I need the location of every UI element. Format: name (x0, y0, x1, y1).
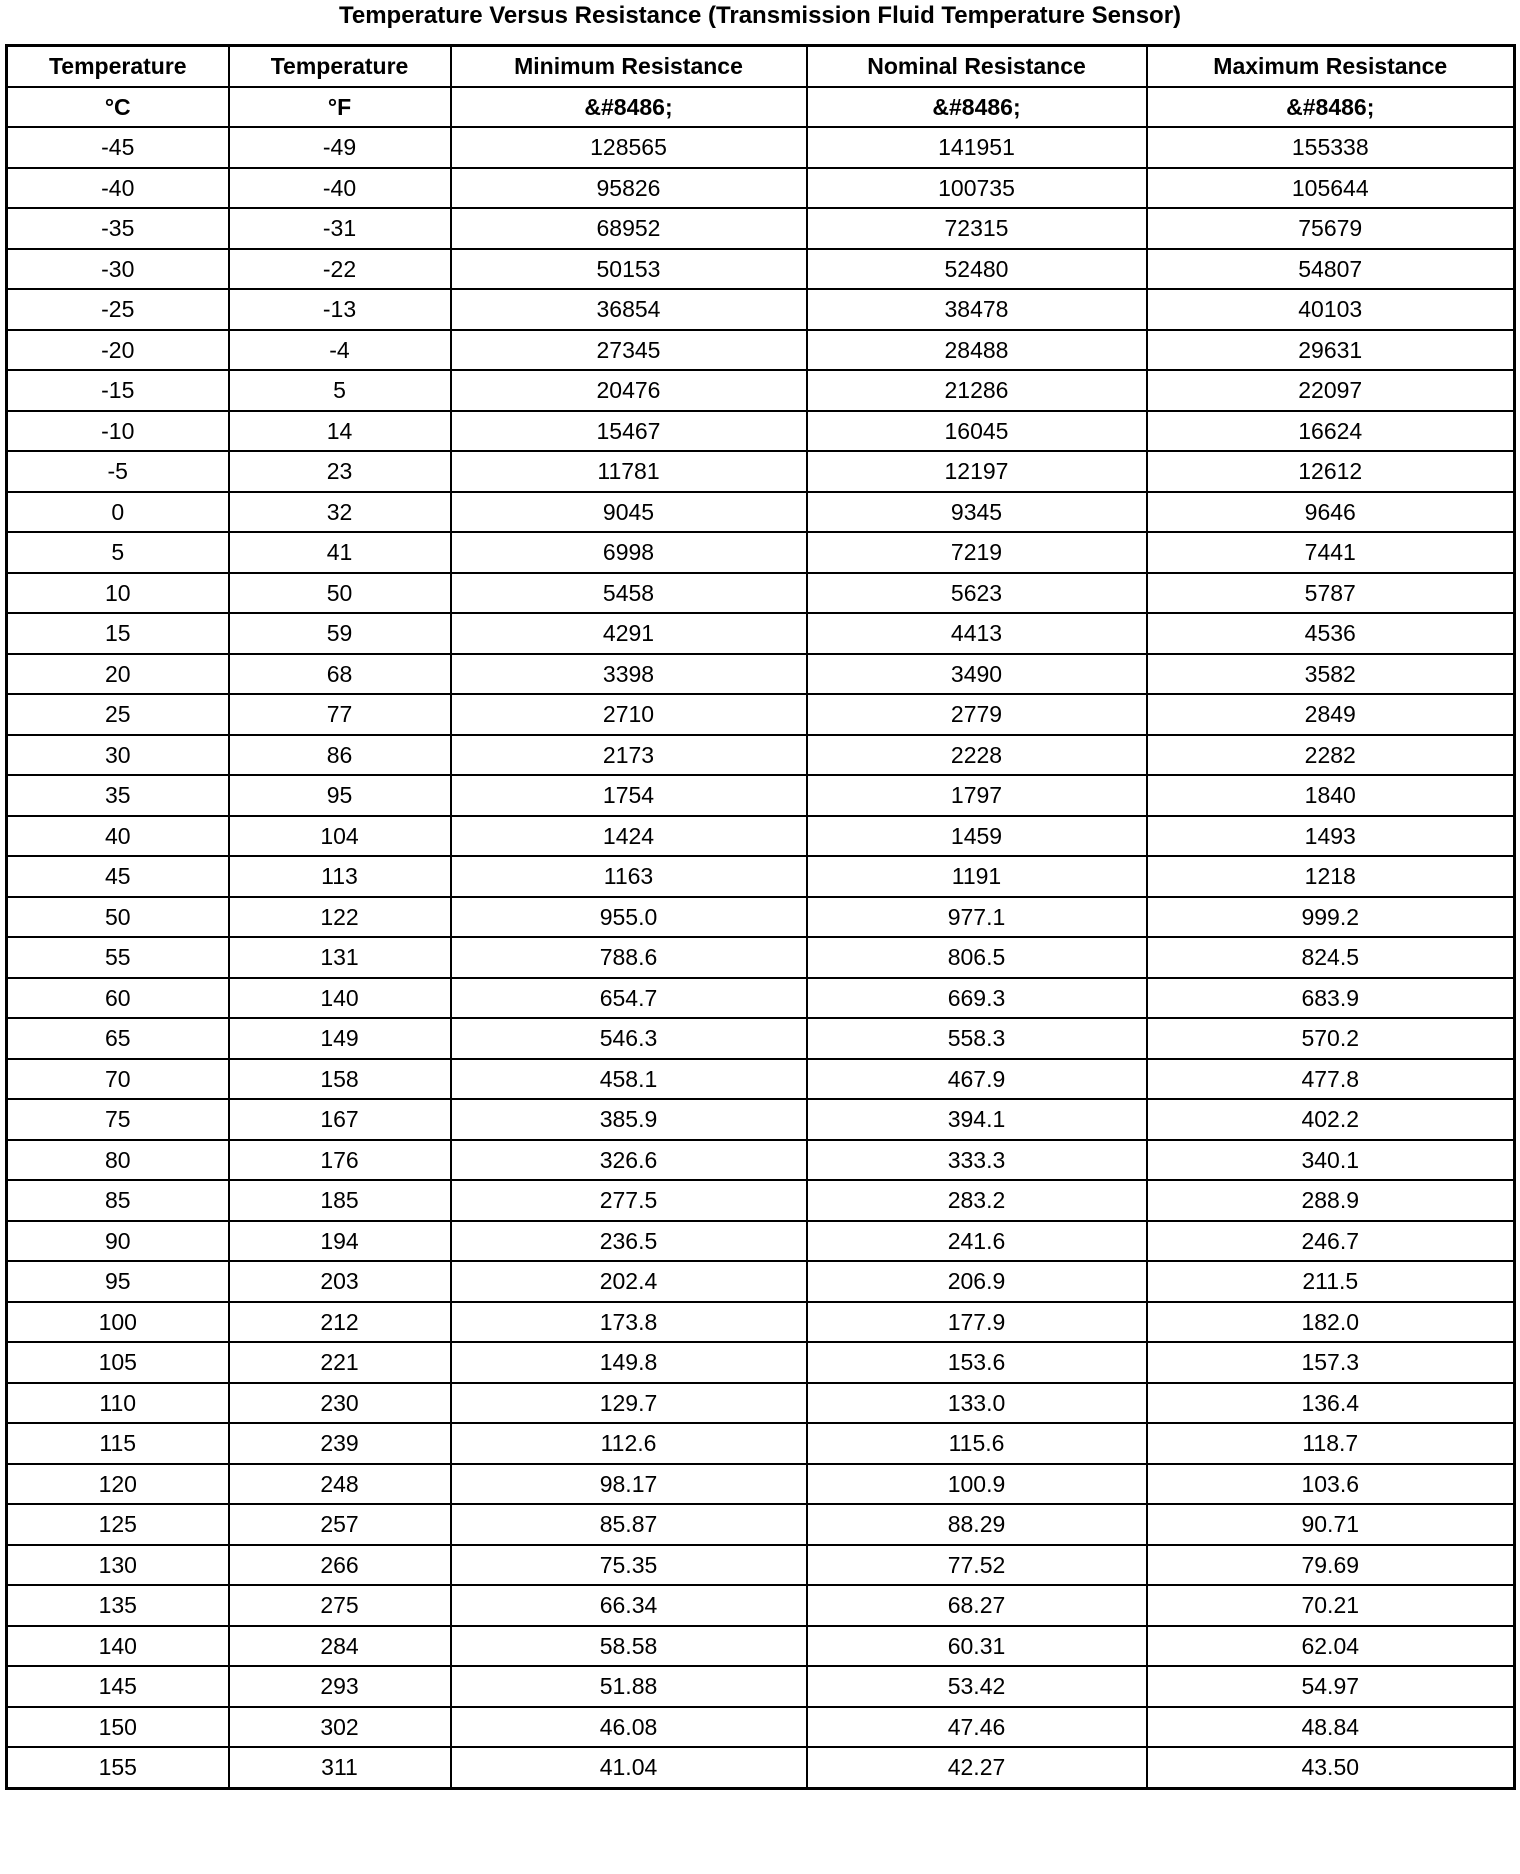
unit-fahrenheit: °F (229, 87, 451, 128)
cell-min-resistance: 75.35 (451, 1545, 807, 1586)
cell-max-resistance: 999.2 (1147, 897, 1515, 938)
cell-nominal-resistance: 206.9 (807, 1261, 1147, 1302)
cell-min-resistance: 5458 (451, 573, 807, 614)
cell-max-resistance: 54807 (1147, 249, 1515, 290)
cell-nominal-resistance: 16045 (807, 411, 1147, 452)
cell-temp-c: 75 (7, 1099, 229, 1140)
cell-min-resistance: 98.17 (451, 1464, 807, 1505)
cell-temp-c: -20 (7, 330, 229, 371)
cell-min-resistance: 36854 (451, 289, 807, 330)
table-row (7, 1626, 1515, 1667)
cell-max-resistance: 246.7 (1147, 1221, 1515, 1262)
cell-temp-f: -31 (229, 208, 451, 249)
cell-nominal-resistance: 141951 (807, 127, 1147, 168)
cell-min-resistance: 20476 (451, 370, 807, 411)
table-row (7, 613, 1515, 654)
cell-max-resistance: 5787 (1147, 573, 1515, 614)
cell-nominal-resistance: 72315 (807, 208, 1147, 249)
table-row (7, 1099, 1515, 1140)
cell-temp-c: 155 (7, 1747, 229, 1788)
table-row (7, 573, 1515, 614)
cell-max-resistance: 824.5 (1147, 937, 1515, 978)
cell-max-resistance: 2282 (1147, 735, 1515, 776)
cell-temp-f: 194 (229, 1221, 451, 1262)
header-nominal-resistance: Nominal Resistance (807, 46, 1147, 87)
table-row (7, 694, 1515, 735)
cell-temp-f: 248 (229, 1464, 451, 1505)
cell-max-resistance: 105644 (1147, 168, 1515, 209)
cell-temp-f: 86 (229, 735, 451, 776)
cell-min-resistance: 9045 (451, 492, 807, 533)
cell-nominal-resistance: 669.3 (807, 978, 1147, 1019)
cell-max-resistance: 288.9 (1147, 1180, 1515, 1221)
cell-temp-c: 65 (7, 1018, 229, 1059)
table-row (7, 1180, 1515, 1221)
cell-temp-f: 257 (229, 1504, 451, 1545)
cell-max-resistance: 62.04 (1147, 1626, 1515, 1667)
cell-max-resistance: 3582 (1147, 654, 1515, 695)
cell-max-resistance: 103.6 (1147, 1464, 1515, 1505)
table-row (7, 1302, 1515, 1343)
units-row (7, 87, 1515, 128)
table-row (7, 1545, 1515, 1586)
cell-min-resistance: 66.34 (451, 1585, 807, 1626)
cell-nominal-resistance: 558.3 (807, 1018, 1147, 1059)
cell-nominal-resistance: 1459 (807, 816, 1147, 857)
table-row (7, 654, 1515, 695)
cell-max-resistance: 29631 (1147, 330, 1515, 371)
cell-max-resistance: 477.8 (1147, 1059, 1515, 1100)
cell-temp-f: 167 (229, 1099, 451, 1140)
unit-max-ohm: &#8486; (1147, 87, 1515, 128)
cell-nominal-resistance: 1797 (807, 775, 1147, 816)
cell-nominal-resistance: 28488 (807, 330, 1147, 371)
cell-temp-c: 130 (7, 1545, 229, 1586)
table-row (7, 1140, 1515, 1181)
cell-temp-f: 158 (229, 1059, 451, 1100)
cell-min-resistance: 68952 (451, 208, 807, 249)
cell-temp-c: 110 (7, 1383, 229, 1424)
cell-nominal-resistance: 21286 (807, 370, 1147, 411)
table-row (7, 1504, 1515, 1545)
cell-nominal-resistance: 53.42 (807, 1666, 1147, 1707)
cell-min-resistance: 955.0 (451, 897, 807, 938)
cell-min-resistance: 11781 (451, 451, 807, 492)
unit-min-ohm: &#8486; (451, 87, 807, 128)
cell-nominal-resistance: 68.27 (807, 1585, 1147, 1626)
cell-min-resistance: 788.6 (451, 937, 807, 978)
table-row (7, 208, 1515, 249)
table-row (7, 856, 1515, 897)
cell-temp-c: 20 (7, 654, 229, 695)
cell-max-resistance: 4536 (1147, 613, 1515, 654)
table-row (7, 1261, 1515, 1302)
cell-nominal-resistance: 241.6 (807, 1221, 1147, 1262)
cell-temp-f: 239 (229, 1423, 451, 1464)
cell-max-resistance: 118.7 (1147, 1423, 1515, 1464)
cell-temp-c: 45 (7, 856, 229, 897)
cell-temp-f: 77 (229, 694, 451, 735)
table-row (7, 492, 1515, 533)
table-row (7, 532, 1515, 573)
cell-temp-f: 32 (229, 492, 451, 533)
cell-temp-f: -49 (229, 127, 451, 168)
table-row (7, 1018, 1515, 1059)
cell-min-resistance: 27345 (451, 330, 807, 371)
table-row (7, 370, 1515, 411)
header-temp-c: Temperature (7, 46, 229, 87)
cell-max-resistance: 70.21 (1147, 1585, 1515, 1626)
cell-temp-f: 131 (229, 937, 451, 978)
cell-max-resistance: 1840 (1147, 775, 1515, 816)
cell-max-resistance: 7441 (1147, 532, 1515, 573)
cell-temp-f: 275 (229, 1585, 451, 1626)
cell-temp-f: 203 (229, 1261, 451, 1302)
cell-nominal-resistance: 333.3 (807, 1140, 1147, 1181)
cell-nominal-resistance: 7219 (807, 532, 1147, 573)
cell-temp-c: 100 (7, 1302, 229, 1343)
cell-temp-f: 23 (229, 451, 451, 492)
table-row (7, 1464, 1515, 1505)
table-row (7, 816, 1515, 857)
cell-max-resistance: 2849 (1147, 694, 1515, 735)
table-body (7, 127, 1515, 1788)
cell-min-resistance: 149.8 (451, 1342, 807, 1383)
cell-nominal-resistance: 47.46 (807, 1707, 1147, 1748)
cell-max-resistance: 43.50 (1147, 1747, 1515, 1788)
cell-temp-f: 122 (229, 897, 451, 938)
cell-temp-c: 5 (7, 532, 229, 573)
table-row (7, 1383, 1515, 1424)
cell-temp-c: 140 (7, 1626, 229, 1667)
cell-temp-c: 40 (7, 816, 229, 857)
cell-min-resistance: 85.87 (451, 1504, 807, 1545)
cell-max-resistance: 402.2 (1147, 1099, 1515, 1140)
cell-nominal-resistance: 806.5 (807, 937, 1147, 978)
cell-max-resistance: 48.84 (1147, 1707, 1515, 1748)
cell-min-resistance: 129.7 (451, 1383, 807, 1424)
cell-min-resistance: 46.08 (451, 1707, 807, 1748)
table-row (7, 1059, 1515, 1100)
cell-nominal-resistance: 42.27 (807, 1747, 1147, 1788)
cell-min-resistance: 112.6 (451, 1423, 807, 1464)
table-row (7, 289, 1515, 330)
cell-temp-f: 221 (229, 1342, 451, 1383)
cell-temp-c: -30 (7, 249, 229, 290)
cell-temp-c: 70 (7, 1059, 229, 1100)
cell-temp-f: 176 (229, 1140, 451, 1181)
cell-temp-f: -4 (229, 330, 451, 371)
table-row (7, 978, 1515, 1019)
cell-min-resistance: 1754 (451, 775, 807, 816)
cell-temp-c: 120 (7, 1464, 229, 1505)
cell-min-resistance: 50153 (451, 249, 807, 290)
cell-temp-f: 311 (229, 1747, 451, 1788)
resistance-table (5, 44, 1516, 1790)
cell-temp-c: -15 (7, 370, 229, 411)
cell-max-resistance: 12612 (1147, 451, 1515, 492)
cell-temp-c: -5 (7, 451, 229, 492)
cell-max-resistance: 79.69 (1147, 1545, 1515, 1586)
cell-min-resistance: 58.58 (451, 1626, 807, 1667)
cell-temp-c: 115 (7, 1423, 229, 1464)
cell-min-resistance: 128565 (451, 127, 807, 168)
cell-max-resistance: 54.97 (1147, 1666, 1515, 1707)
unit-celsius: °C (7, 87, 229, 128)
cell-min-resistance: 326.6 (451, 1140, 807, 1181)
cell-min-resistance: 4291 (451, 613, 807, 654)
cell-temp-f: 113 (229, 856, 451, 897)
cell-temp-c: 95 (7, 1261, 229, 1302)
cell-nominal-resistance: 38478 (807, 289, 1147, 330)
unit-nominal-ohm: &#8486; (807, 87, 1147, 128)
cell-temp-f: 14 (229, 411, 451, 452)
cell-temp-c: -25 (7, 289, 229, 330)
cell-temp-f: 293 (229, 1666, 451, 1707)
cell-min-resistance: 2173 (451, 735, 807, 776)
cell-temp-c: 90 (7, 1221, 229, 1262)
cell-temp-f: 5 (229, 370, 451, 411)
cell-nominal-resistance: 1191 (807, 856, 1147, 897)
cell-min-resistance: 385.9 (451, 1099, 807, 1140)
cell-temp-c: -45 (7, 127, 229, 168)
cell-max-resistance: 211.5 (1147, 1261, 1515, 1302)
cell-min-resistance: 2710 (451, 694, 807, 735)
table-row (7, 897, 1515, 938)
cell-max-resistance: 22097 (1147, 370, 1515, 411)
header-temp-f: Temperature (229, 46, 451, 87)
cell-temp-f: 230 (229, 1383, 451, 1424)
cell-max-resistance: 9646 (1147, 492, 1515, 533)
cell-nominal-resistance: 133.0 (807, 1383, 1147, 1424)
table-row (7, 937, 1515, 978)
cell-min-resistance: 173.8 (451, 1302, 807, 1343)
cell-temp-c: 25 (7, 694, 229, 735)
header-min-resistance: Minimum Resistance (451, 46, 807, 87)
cell-max-resistance: 136.4 (1147, 1383, 1515, 1424)
cell-temp-c: 145 (7, 1666, 229, 1707)
cell-nominal-resistance: 3490 (807, 654, 1147, 695)
cell-max-resistance: 40103 (1147, 289, 1515, 330)
table-row (7, 1423, 1515, 1464)
cell-temp-c: 30 (7, 735, 229, 776)
table-row (7, 411, 1515, 452)
cell-min-resistance: 95826 (451, 168, 807, 209)
table-row (7, 127, 1515, 168)
cell-temp-c: 50 (7, 897, 229, 938)
cell-max-resistance: 1493 (1147, 816, 1515, 857)
table-header (7, 46, 1515, 128)
cell-max-resistance: 90.71 (1147, 1504, 1515, 1545)
cell-nominal-resistance: 88.29 (807, 1504, 1147, 1545)
cell-max-resistance: 570.2 (1147, 1018, 1515, 1059)
cell-temp-f: 95 (229, 775, 451, 816)
cell-max-resistance: 1218 (1147, 856, 1515, 897)
table-row (7, 451, 1515, 492)
cell-nominal-resistance: 77.52 (807, 1545, 1147, 1586)
table-row (7, 1666, 1515, 1707)
cell-nominal-resistance: 394.1 (807, 1099, 1147, 1140)
cell-temp-f: -40 (229, 168, 451, 209)
cell-nominal-resistance: 467.9 (807, 1059, 1147, 1100)
cell-nominal-resistance: 2779 (807, 694, 1147, 735)
cell-min-resistance: 458.1 (451, 1059, 807, 1100)
cell-max-resistance: 16624 (1147, 411, 1515, 452)
cell-nominal-resistance: 177.9 (807, 1302, 1147, 1343)
cell-nominal-resistance: 5623 (807, 573, 1147, 614)
cell-temp-c: 85 (7, 1180, 229, 1221)
cell-temp-f: -22 (229, 249, 451, 290)
cell-temp-f: 104 (229, 816, 451, 857)
table-row (7, 1585, 1515, 1626)
cell-temp-c: -35 (7, 208, 229, 249)
cell-temp-c: 15 (7, 613, 229, 654)
cell-min-resistance: 3398 (451, 654, 807, 695)
table-title: Temperature Versus Resistance (Transmission Fluid Temperature Sensor) (338, 2, 1182, 29)
cell-max-resistance: 75679 (1147, 208, 1515, 249)
header-max-resistance: Maximum Resistance (1147, 46, 1515, 87)
cell-min-resistance: 15467 (451, 411, 807, 452)
cell-max-resistance: 683.9 (1147, 978, 1515, 1019)
cell-temp-c: -40 (7, 168, 229, 209)
cell-temp-f: 50 (229, 573, 451, 614)
cell-max-resistance: 155338 (1147, 127, 1515, 168)
cell-min-resistance: 1163 (451, 856, 807, 897)
cell-min-resistance: 546.3 (451, 1018, 807, 1059)
cell-temp-c: 105 (7, 1342, 229, 1383)
cell-nominal-resistance: 52480 (807, 249, 1147, 290)
cell-nominal-resistance: 115.6 (807, 1423, 1147, 1464)
cell-temp-f: 41 (229, 532, 451, 573)
cell-min-resistance: 41.04 (451, 1747, 807, 1788)
cell-temp-c: 80 (7, 1140, 229, 1181)
cell-min-resistance: 202.4 (451, 1261, 807, 1302)
cell-min-resistance: 654.7 (451, 978, 807, 1019)
table-row (7, 735, 1515, 776)
cell-temp-f: 212 (229, 1302, 451, 1343)
cell-temp-f: 266 (229, 1545, 451, 1586)
cell-temp-c: 0 (7, 492, 229, 533)
table-row (7, 249, 1515, 290)
cell-temp-f: 284 (229, 1626, 451, 1667)
cell-temp-c: 135 (7, 1585, 229, 1626)
cell-temp-f: 68 (229, 654, 451, 695)
cell-max-resistance: 182.0 (1147, 1302, 1515, 1343)
cell-temp-c: 60 (7, 978, 229, 1019)
cell-min-resistance: 51.88 (451, 1666, 807, 1707)
cell-temp-f: 140 (229, 978, 451, 1019)
cell-nominal-resistance: 100735 (807, 168, 1147, 209)
cell-nominal-resistance: 977.1 (807, 897, 1147, 938)
table-row (7, 1221, 1515, 1262)
cell-nominal-resistance: 4413 (807, 613, 1147, 654)
cell-nominal-resistance: 2228 (807, 735, 1147, 776)
table-row (7, 775, 1515, 816)
cell-nominal-resistance: 60.31 (807, 1626, 1147, 1667)
cell-temp-c: 35 (7, 775, 229, 816)
cell-min-resistance: 236.5 (451, 1221, 807, 1262)
table-row (7, 1707, 1515, 1748)
cell-temp-c: 150 (7, 1707, 229, 1748)
cell-temp-f: 149 (229, 1018, 451, 1059)
table-row (7, 1747, 1515, 1788)
cell-nominal-resistance: 153.6 (807, 1342, 1147, 1383)
cell-max-resistance: 157.3 (1147, 1342, 1515, 1383)
cell-temp-f: 59 (229, 613, 451, 654)
header-row (7, 46, 1515, 87)
table-row (7, 1342, 1515, 1383)
cell-nominal-resistance: 12197 (807, 451, 1147, 492)
table-row (7, 168, 1515, 209)
cell-temp-c: -10 (7, 411, 229, 452)
cell-min-resistance: 1424 (451, 816, 807, 857)
cell-temp-f: 185 (229, 1180, 451, 1221)
cell-min-resistance: 277.5 (451, 1180, 807, 1221)
cell-nominal-resistance: 9345 (807, 492, 1147, 533)
cell-nominal-resistance: 283.2 (807, 1180, 1147, 1221)
cell-temp-f: 302 (229, 1707, 451, 1748)
cell-temp-c: 55 (7, 937, 229, 978)
cell-nominal-resistance: 100.9 (807, 1464, 1147, 1505)
table-row (7, 330, 1515, 371)
cell-temp-f: -13 (229, 289, 451, 330)
cell-temp-c: 10 (7, 573, 229, 614)
cell-max-resistance: 340.1 (1147, 1140, 1515, 1181)
cell-min-resistance: 6998 (451, 532, 807, 573)
cell-temp-c: 125 (7, 1504, 229, 1545)
